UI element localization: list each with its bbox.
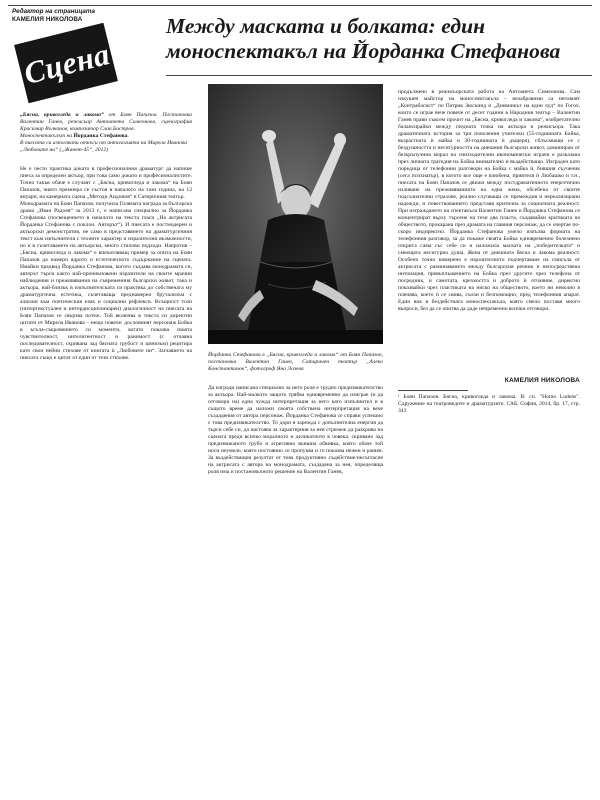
headline-rule [166,75,592,76]
body-column-2 [208,385,383,476]
actress-photo-illustration [208,84,383,344]
section-label: Сцена [20,36,114,92]
body-paragraph: Да изгради написана специално за него роля е трудно предизвикателство за актьора. Най-малкото защото трябва едновременно да изиграе (и да отговори на) една чужда интерпретация за него като изпълнител и в същото време да наложи своята собствена интерпретация на вече създадения от автора персонаж. Йорданка Стефанова се справи успешно с това предизвикателство. То дори я зарежда с допълнителна енергия да търси себе си, да настоява за характерния за нея стремеж да разкрива на сцената преди всичко моралното и деликатното в човека, скривано зад предизвиканото грубо и агресивно външна обвивка, която обаче той носи неумело, която постоянно се пропуква и го показва нежен и раним. За въздействащия резултат от това продуктивно съдействие/несъгласие на актрисата с автора на монодрамата, създадена за нея, определяща роля има и постановъчното решение на Валентин Ганев, [208,385,383,475]
credits-paragraph-2 [20,133,192,140]
editor-label: Редактор на страницата [12,8,95,15]
credits-line-2-suffix: . [127,133,129,139]
author-signature: КАМЕЛИЯ НИКОЛОВА [504,377,580,384]
credits-line-1: от Боян Папазов. Постановка Валентин Ганев, режисьор Антоанета Симеонова, сценография Красимир Вълканов, композитор Слав Бистров. [20,112,192,132]
body-column-3 [398,89,580,313]
credits-line-2-prefix: Моноспектакълът на [20,133,74,139]
footnote: ¹ Боян Папазов. Бясна, кривогледа и лакома. В: сп. "Homo Ludens". Сдружение на театроведите и драматурзите, САБ. София, 2014, бр. 17, стр. 343 [398,394,580,414]
body-paragraph: продължено в режисьорската работа на Антоанета Симеонова. Сам изкушен майстор на моноспектакъла – незабравими са неговият „Контрабасист“ по Патрик Зюскинд и „Дневникът на един луд“ по Гогол, които се играе вече повече от десет години в Народния театър – Валентин Ганев прави съвсем прочит на „Бясна, кривогледа и лакома“, изобретателно балансирайки между гледната точка на актьора и режисьора. Така драматичната история за три поколения учителки (55-годишната Бойка, възрастната ѝ майка и 30-годишната ѝ дъщеря), сблъскващи се с бездушността и несигурността на днешния български живот, доминиран от безкръпулния морал на снизходителни икономически играчи е разказана през личната трагедия на Бойка внимателно и въздействащо. Изграден като поредица от телефонни разговори на Бойка с майка ѝ, бившия съученик (сега психиатър), в когото все още е влюбена, приятеля ѝ Любашко и т.н., пиесата на Боян Папазов се движи между постдраматичното енергетично изливане на преживяванията на една жена, обсебена от своите подсъзнателни страхове, реално случващи се премеждия и нереализирани надежди, и повествованието представя критична за социалната реалност. При изграждането на спектакъла Валентин Ганев и Йорданка Стефанова се концентрират върху търсене на тези два пласта, създавайки критиката на обществото, прокарана през драмата на главния персонаж, да се очертае по-скоро индиректно. Йорданка Стефанова умело изпълва формата на телефонния разговор, за да покаже своята Бойка едновременно болезнено открита сама със себе си и наложила маската на „победителката“ и смеещата несигурно душа. Жена от днешната бясна и лакома реалност. Особено точно намерено е изразителното подчертаване на смисъла от актрисата с разминаването между българския речник и непосредствена интонация, превъплъщението на Бойка през другите чрез телефона от посредник, и самотата, крехкостта и доброто ѝ отчаяние, директно показвайки чрез пластиката на ниско на обществото, което ни неволно я пленява, което ѝ се свива, сълзи и безпомощно, пред телефонния апарат. Един вик в бездейстната моноспектакъла, която смело поставя много въпроси, без да се опитва да даде непременно всички отговори. [398,89,580,312]
page-editor-block [12,8,120,24]
footnote-rule [398,390,468,391]
credits-paragraph [20,112,192,133]
body-column-1 [20,166,192,362]
credits-paragraph-3: В пиесата са използвани откъси от антологията на Мирела Иванова „Любовите ни“ („Жанет-45“, 2012) [20,140,188,153]
article-headline: Между маската и болката: един моноспектакъл на Йорданка Стефанова [166,14,561,63]
photo-caption: Йорданка Стефанова в „Бясна, кривогледа и лакома“ от Боян Папазов, постановка Валентин Ганев, Сатиричен театър „Алеко Константинов“, фотограф Яна Лозева [208,352,383,372]
play-title: „Бясна, кривогледа и лакома“ [20,112,104,118]
production-credits [20,112,192,154]
editor-name: КАМЕЛИЯ НИКОЛОВА [12,16,83,23]
body-paragraph: Монодрамата на Боян Папазов, получила Голямата награда за българска драма „Иван Радоев“ за 2013 г., е написана специално за Йорданка Стефанова (посвещението в началото на текста гласи „На актрисата Йорданка Стефанова с поклон. Авторът“). И пиесата е постмодерен и актьорски демонстратив, не само в представянето на драматургичния текст към изпълнителя с техните характер и изразителни възможности, но и в съчетаването на актьорски, много стилови подходи. Напротив – „Бясна, кривогледа и лакома“ е впечатляващ пример за опита на Боян Папазов да намери ядрото и естетическото съдържание на сцената. Имайки предвид Йорданка Стефанова, когото създава монодрамата си, авторът търси както най-проникновени изразители на своите мрачни наблюдения и преживявания на съвременния български живот, така и актьора, най-близък в изпълнителската си практика до собствената му драматургична естетика, съчетаваща преднамерен брутализъм с алюзии към поетическия език и социални рефлекси. Всъщност този (интертекстуален и интердисциплинарен) диалогичност на пиесата на Боян Папазов се свързва потеж. Той включва в текста си директни цитати от Мирела Иванова – нещо повече: дословният персонаж Бойка в ъгъла-съкровението си моменти, когато показва своята чувствителност, интелигентност и ранимост (с отчаяна последователност, скривана зад бясната грубост и цинизъм) рецитира като свои нейни стихове от книгата ѝ „Любовите ни“. Заглавието на пиесата също е цитат от един от тези стихове. [20,201,192,361]
body-paragraph: Не е често практика докато в професионалния драматург да напише пиеса за определен актьор, при това само докато и професионалистите. Точно такъв обаче е случаят с „Бясна, кривогледа и лакома“ на Боян Папазов, чиято премиера се състоя в началото на тази година, на 12 януари, на камерната сцена „Методи Андонов“ в Сатиричния театър. [20,166,192,200]
actress-name: Йорданка Стефанова [73,133,128,139]
performance-photo [208,84,383,344]
top-rule [8,5,592,6]
